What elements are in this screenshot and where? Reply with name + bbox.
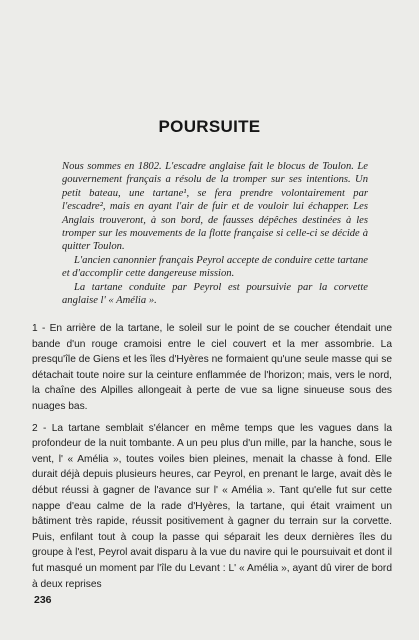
paragraph-number: 1 [32, 323, 38, 334]
chapter-title: POURSUITE [158, 117, 261, 136]
intro-paragraph: L'ancien canonnier français Peyrol accepte de conduire cette tartane et d'accomplir cette dangereuse mission. [62, 254, 368, 280]
body-paragraph [32, 321, 392, 415]
intro-paragraph: Nous sommes en 1802. L'escadre anglaise fait le blocus de Toulon. Le gouvernement français a résolu de la tromper sur ses intentions. Un petit bateau, une tartane¹, se fera prendre volontairement par l'escadre², mais en ayant l'air de fuir et de vouloir lui échapper. Les Anglais trouveront, à son bord, de fausses dépêches destinées à les tromper sur les mouvements de la flotte française si celle-ci se décide à quitter Toulon. [62, 161, 368, 253]
paragraph-text: - La tartane semblait s'élancer en même temps que les vagues dans la profondeur de la nuit tombante. A un peu plus d'un mille, par la hanche, sous le vent, l' « Améliа », toutes voiles bien pleines, menait la chasse à fond. Elle durait déjà depuis plusieurs heures, car Peyrol, en prenant le large, avait dès le début réussi à gagner de l'avance sur l' « Améliа ». Tant qu'elle fut sur cette nappe d'eau calme de la rade d'Hyères, la tartane, qui était vraiment un bâtiment très rapide, réussit positivement à gagner du terrain sur la corvette. Puis, enfilant tout à coup la passe qui séparait les deux dernières îles du groupe à l'est, Peyrol avait disparu à la vue du navire qui le poursuivait et dont il fut masqué un moment par l'île du Levant : L' « Améliа », ayant dû virer de bord à deux reprises [32, 422, 392, 590]
intro-summary [62, 160, 368, 307]
body-paragraph [32, 421, 392, 593]
body-text [32, 321, 392, 598]
page-number: 236 [34, 594, 52, 606]
paragraph-text: - En arrière de la tartane, le soleil sur le point de se coucher étendait une bande d'un rouge cramoisi entre le ciel couvert et la mer assombrie. La presqu'île de Giens et les îles d'Hyères ne formaient qu'une seule masse qui se détachait toute noire sur la ceinture enflammée de l'horizon; mais, vers le nord, la chaîne des Alpilles allongeait à perte de vue sa ligne sinueuse sous des nuages bas. [32, 323, 392, 412]
paragraph-number: 2 [32, 422, 38, 434]
intro-paragraph: La tartane conduite par Peyrol est poursuivie par la corvette anglaise l' « Améliа ». [62, 281, 368, 307]
